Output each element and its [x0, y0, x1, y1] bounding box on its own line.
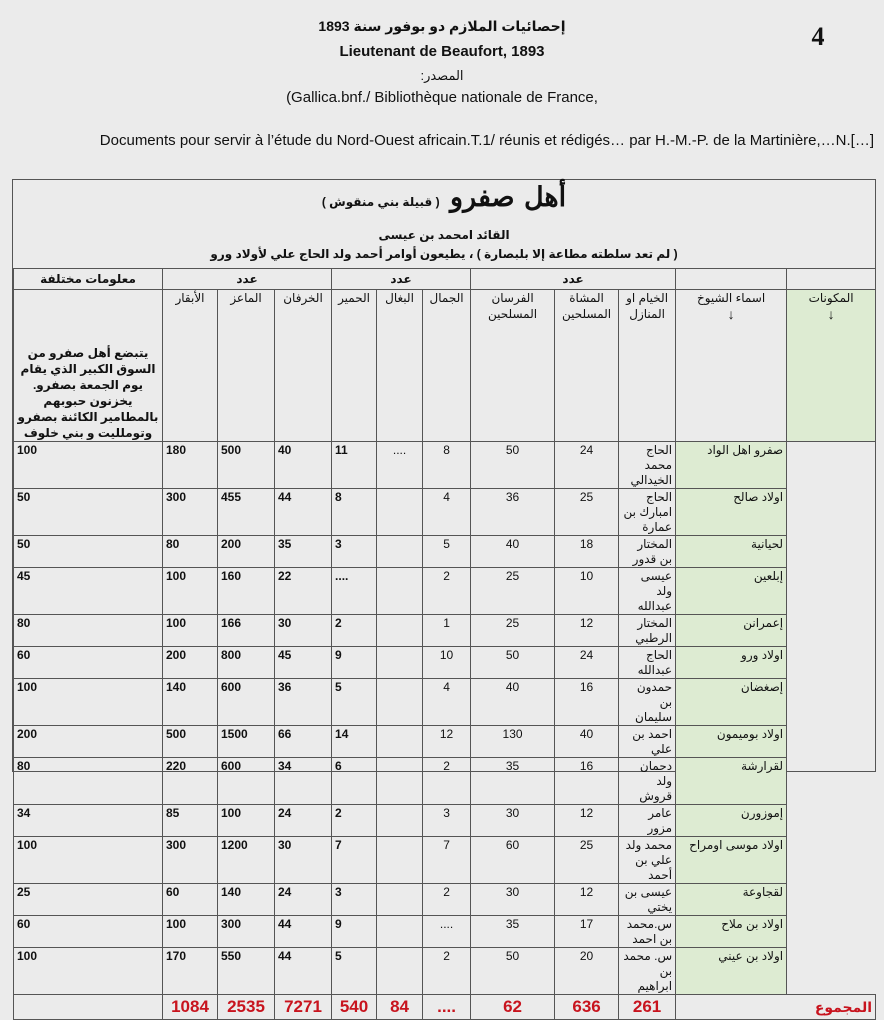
cell-sheep: 166: [218, 615, 275, 647]
col-tents: الخيام او المنازل: [619, 290, 676, 442]
cell-tents: 12: [555, 615, 619, 647]
table-row: [14, 805, 876, 837]
cell-tents: 16: [555, 679, 619, 726]
cell-goats: 60: [163, 884, 218, 916]
total-tents: 261: [619, 995, 676, 1020]
cell-goats: 85: [163, 805, 218, 837]
cell-sheikh: الحاج عبدالله: [619, 647, 676, 679]
cell-goats: 100: [163, 916, 218, 948]
cell-donkeys: 66: [275, 726, 332, 758]
table-row: [14, 568, 876, 615]
cell-component: اولاد صالح: [676, 489, 787, 536]
tribe-subtitle: ( قبيلة بني منقوش ): [321, 195, 440, 209]
cell-camels: [377, 884, 423, 916]
cell-tents: 12: [555, 805, 619, 837]
cell-cavalry: 2: [423, 948, 471, 995]
cell-mules: 9: [332, 916, 377, 948]
cell-donkeys: 44: [275, 489, 332, 536]
cell-cows: 45: [14, 568, 163, 615]
cell-cows: 200: [14, 726, 163, 758]
table-row: [14, 679, 876, 726]
cell-sheep: 550: [218, 948, 275, 995]
cell-sheikh: الحاج محمد الخيدالي: [619, 442, 676, 489]
cell-sheep: 300: [218, 916, 275, 948]
cell-camels: [377, 568, 423, 615]
cell-mules: 9: [332, 647, 377, 679]
total-label: المجموع: [676, 995, 876, 1020]
cell-donkeys: 22: [275, 568, 332, 615]
cell-camels: [377, 948, 423, 995]
cell-cows: 100: [14, 837, 163, 884]
cell-cavalry: 12: [423, 726, 471, 758]
count-header-people: عدد: [471, 269, 676, 290]
cell-goats: 500: [163, 726, 218, 758]
cell-sheikh: حمدون بن سليمان: [619, 679, 676, 726]
cell-goats: 140: [163, 679, 218, 726]
total-infantry: 636: [555, 995, 619, 1020]
cell-infantry: 25: [471, 568, 555, 615]
cell-mules: 7: [332, 837, 377, 884]
col-camels: الجمال: [423, 290, 471, 442]
cell-tents: 25: [555, 837, 619, 884]
cell-cows: 100: [14, 442, 163, 489]
cell-component: إعمرانن: [676, 615, 787, 647]
cell-component: اولاد ورو: [676, 647, 787, 679]
cell-cavalry: 2: [423, 758, 471, 805]
cell-sheep: 200: [218, 536, 275, 568]
cell-sheikh: المختار الرطبي: [619, 615, 676, 647]
cell-tents: 24: [555, 442, 619, 489]
cell-tents: 40: [555, 726, 619, 758]
table-row: [14, 647, 876, 679]
cell-component: إموزورن: [676, 805, 787, 837]
cell-cavalry: 2: [423, 568, 471, 615]
cell-tents: 12: [555, 884, 619, 916]
total-cows: 1084: [163, 995, 218, 1020]
cell-goats: 220: [163, 758, 218, 805]
cell-goats: 180: [163, 442, 218, 489]
cell-infantry: 30: [471, 805, 555, 837]
cell-infantry: 30: [471, 884, 555, 916]
cell-donkeys: 30: [275, 837, 332, 884]
cell-goats: 200: [163, 647, 218, 679]
cell-sheep: 500: [218, 442, 275, 489]
table-row: [14, 916, 876, 948]
cell-component: اولاد موسى اومراح: [676, 837, 787, 884]
cell-cavalry: 3: [423, 805, 471, 837]
author-line: Lieutenant de Beaufort, 1893: [339, 43, 545, 60]
cell-component: اولاد بن عيني: [676, 948, 787, 995]
cell-donkeys: 36: [275, 679, 332, 726]
cell-infantry: 50: [471, 647, 555, 679]
cell-sheep: 800: [218, 647, 275, 679]
cell-cows: 50: [14, 536, 163, 568]
cell-sheikh: الحاج امبارك بن عمارة: [619, 489, 676, 536]
cell-infantry: 40: [471, 536, 555, 568]
cell-sheikh: س.محمد بن احمد: [619, 916, 676, 948]
col-components: المكونات ↓: [787, 290, 876, 442]
cell-cows: 60: [14, 647, 163, 679]
cell-cows: 80: [14, 615, 163, 647]
down-arrow-icon: ↓: [827, 306, 835, 322]
cell-cavalry: 8: [423, 442, 471, 489]
count-header-livestock: عدد: [163, 269, 332, 290]
col-donkeys: الحمير: [332, 290, 377, 442]
cell-mules: 2: [332, 615, 377, 647]
table-row: [14, 726, 876, 758]
cell-component: اولاد بن ملاح: [676, 916, 787, 948]
cell-cavalry: 4: [423, 489, 471, 536]
count-header-animals: عدد: [332, 269, 471, 290]
cell-sheep: 100: [218, 805, 275, 837]
table-row: [14, 837, 876, 884]
cell-sheikh: عيسى ولد عبدالله: [619, 568, 676, 615]
cell-tents: 25: [555, 489, 619, 536]
cell-goats: 80: [163, 536, 218, 568]
cell-goats: 100: [163, 568, 218, 615]
cell-camels: [377, 726, 423, 758]
column-header-row: [14, 290, 876, 442]
cell-cows: 50: [14, 489, 163, 536]
col-sheikhs: اسماء الشيوخ ↓: [676, 290, 787, 442]
cell-sheep: 1200: [218, 837, 275, 884]
cell-cows: 100: [14, 948, 163, 995]
cell-camels: [377, 916, 423, 948]
total-sheep: 7271: [275, 995, 332, 1020]
cell-camels: [377, 615, 423, 647]
cell-camels: [377, 679, 423, 726]
cell-sheep: 140: [218, 884, 275, 916]
tribe-table-frame: [12, 179, 876, 1016]
cell-donkeys: 30: [275, 615, 332, 647]
cell-mules: 8: [332, 489, 377, 536]
cell-cavalry: 2: [423, 884, 471, 916]
misc-header: معلومات مختلفة: [14, 269, 163, 290]
cell-component: اولاد بوميمون: [676, 726, 787, 758]
cell-cavalry: 5: [423, 536, 471, 568]
misc-info-cell: يتبضع أهل صفرو من السوق الكبير الذي يقام يوم الجمعة بصفرو. يخزنون حبوبهم بالمطامير الكائنة بصفرو وتوملليت و بني خلوف: [14, 290, 163, 442]
source-line: (Gallica.bnf./ Bibliothèque nationale de France,: [286, 89, 598, 106]
cell-sheikh: عيسى بن يختي: [619, 884, 676, 916]
col-sheep: الخرفان: [275, 290, 332, 442]
cell-mules: 5: [332, 679, 377, 726]
cell-goats: 300: [163, 489, 218, 536]
cell-sheikh: عامر مزور: [619, 805, 676, 837]
cell-tents: 24: [555, 647, 619, 679]
cell-component: إبلعين: [676, 568, 787, 615]
cell-cavalry: ....: [423, 916, 471, 948]
table-row: [14, 615, 876, 647]
cell-sheikh: احمد بن علي: [619, 726, 676, 758]
cell-camels: [377, 758, 423, 805]
cell-cavalry: 1: [423, 615, 471, 647]
cell-camels: ....: [377, 442, 423, 489]
cell-donkeys: 45: [275, 647, 332, 679]
census-table: [13, 268, 876, 1020]
cell-infantry: 25: [471, 615, 555, 647]
cell-infantry: 35: [471, 758, 555, 805]
cell-goats: 170: [163, 948, 218, 995]
cell-cavalry: 10: [423, 647, 471, 679]
col-infantry: المشاة المسلحين: [555, 290, 619, 442]
cell-sheep: 1500: [218, 726, 275, 758]
documents-reference: Documents pour servir à l’étude du Nord-Ouest africain.T.1/ réunis et rédigés… par H.-M.-P. de la Martinière,…N.[…]: [99, 132, 874, 149]
cell-cows: 80: [14, 758, 163, 805]
cell-cows: 25: [14, 884, 163, 916]
total-cavalry: 62: [471, 995, 555, 1020]
cell-infantry: 60: [471, 837, 555, 884]
cell-infantry: 130: [471, 726, 555, 758]
table-row: [14, 884, 876, 916]
cell-goats: 100: [163, 615, 218, 647]
cell-camels: [377, 489, 423, 536]
cell-infantry: 35: [471, 916, 555, 948]
group-header-row: [14, 269, 876, 290]
total-mules: 84: [377, 995, 423, 1020]
cell-cows: 34: [14, 805, 163, 837]
col-mules: البغال: [377, 290, 423, 442]
cell-component: إصغضان: [676, 679, 787, 726]
tribe-title: [13, 182, 875, 213]
cell-camels: [377, 837, 423, 884]
total-goats: 2535: [218, 995, 275, 1020]
cell-infantry: 36: [471, 489, 555, 536]
col-cows: الأبقار: [163, 290, 218, 442]
cell-tents: 17: [555, 916, 619, 948]
cell-sheep: 600: [218, 758, 275, 805]
cell-camels: [377, 536, 423, 568]
table-row: [14, 536, 876, 568]
cell-mules: 3: [332, 884, 377, 916]
cell-sheep: 600: [218, 679, 275, 726]
cell-cavalry: 4: [423, 679, 471, 726]
table-row: [14, 442, 876, 489]
col-cavalry: الفرسان المسلحين: [471, 290, 555, 442]
source-label: المصدر:: [420, 68, 464, 83]
cell-donkeys: 35: [275, 536, 332, 568]
cell-mules: 2: [332, 805, 377, 837]
cell-mules: 14: [332, 726, 377, 758]
tribe-header: [13, 180, 875, 268]
total-camels: ....: [423, 995, 471, 1020]
cell-component: لقجاوعة: [676, 884, 787, 916]
cell-donkeys: 40: [275, 442, 332, 489]
cell-camels: [377, 647, 423, 679]
cell-tents: 20: [555, 948, 619, 995]
cell-cows: 100: [14, 679, 163, 726]
cell-infantry: 40: [471, 679, 555, 726]
col-goats: الماعز: [218, 290, 275, 442]
tribe-name: أهل صفرو: [450, 182, 567, 213]
cell-donkeys: 24: [275, 805, 332, 837]
cell-component: لحيانية: [676, 536, 787, 568]
cell-tents: 16: [555, 758, 619, 805]
cell-component: صفرو اهل الواد: [676, 442, 787, 489]
cell-sheep: 160: [218, 568, 275, 615]
cell-tents: 18: [555, 536, 619, 568]
total-donkeys: 540: [332, 995, 377, 1020]
totals-row: [14, 995, 876, 1020]
cell-mules: 6: [332, 758, 377, 805]
cell-donkeys: 34: [275, 758, 332, 805]
cell-mules: 3: [332, 536, 377, 568]
cell-donkeys: 24: [275, 884, 332, 916]
page-number: 4: [811, 22, 825, 51]
cell-mules: 11: [332, 442, 377, 489]
cell-sheep: 455: [218, 489, 275, 536]
qaid-name: القائد امحمد بن عيسى: [378, 228, 510, 242]
arabic-title: إحصائيات الملازم دو بوفور سنة 1893: [318, 18, 566, 34]
cell-cavalry: 7: [423, 837, 471, 884]
cell-mules: 5: [332, 948, 377, 995]
cell-infantry: 50: [471, 442, 555, 489]
table-row: [14, 758, 876, 805]
cell-donkeys: 44: [275, 916, 332, 948]
cell-mules: ....: [332, 568, 377, 615]
cell-sheikh: المختار بن قدور: [619, 536, 676, 568]
cell-camels: [377, 805, 423, 837]
cell-cows: 60: [14, 916, 163, 948]
cell-infantry: 50: [471, 948, 555, 995]
cell-goats: 300: [163, 837, 218, 884]
table-row: [14, 489, 876, 536]
cell-donkeys: 44: [275, 948, 332, 995]
authority-note: ( لم تعد سلطته مطاعة إلا بلبصارة ) ، يطيعون أوامر أحمد ولد الحاج علي لأولاد ورو: [210, 247, 678, 261]
cell-component: لقرارشة: [676, 758, 787, 805]
cell-sheikh: س. محمد بن ابراهيم: [619, 948, 676, 995]
cell-sheikh: محمد ولد علي بن أحمد: [619, 837, 676, 884]
down-arrow-icon: ↓: [727, 306, 735, 322]
cell-tents: 10: [555, 568, 619, 615]
cell-sheikh: دحمان ولد قروش: [619, 758, 676, 805]
table-row: [14, 948, 876, 995]
